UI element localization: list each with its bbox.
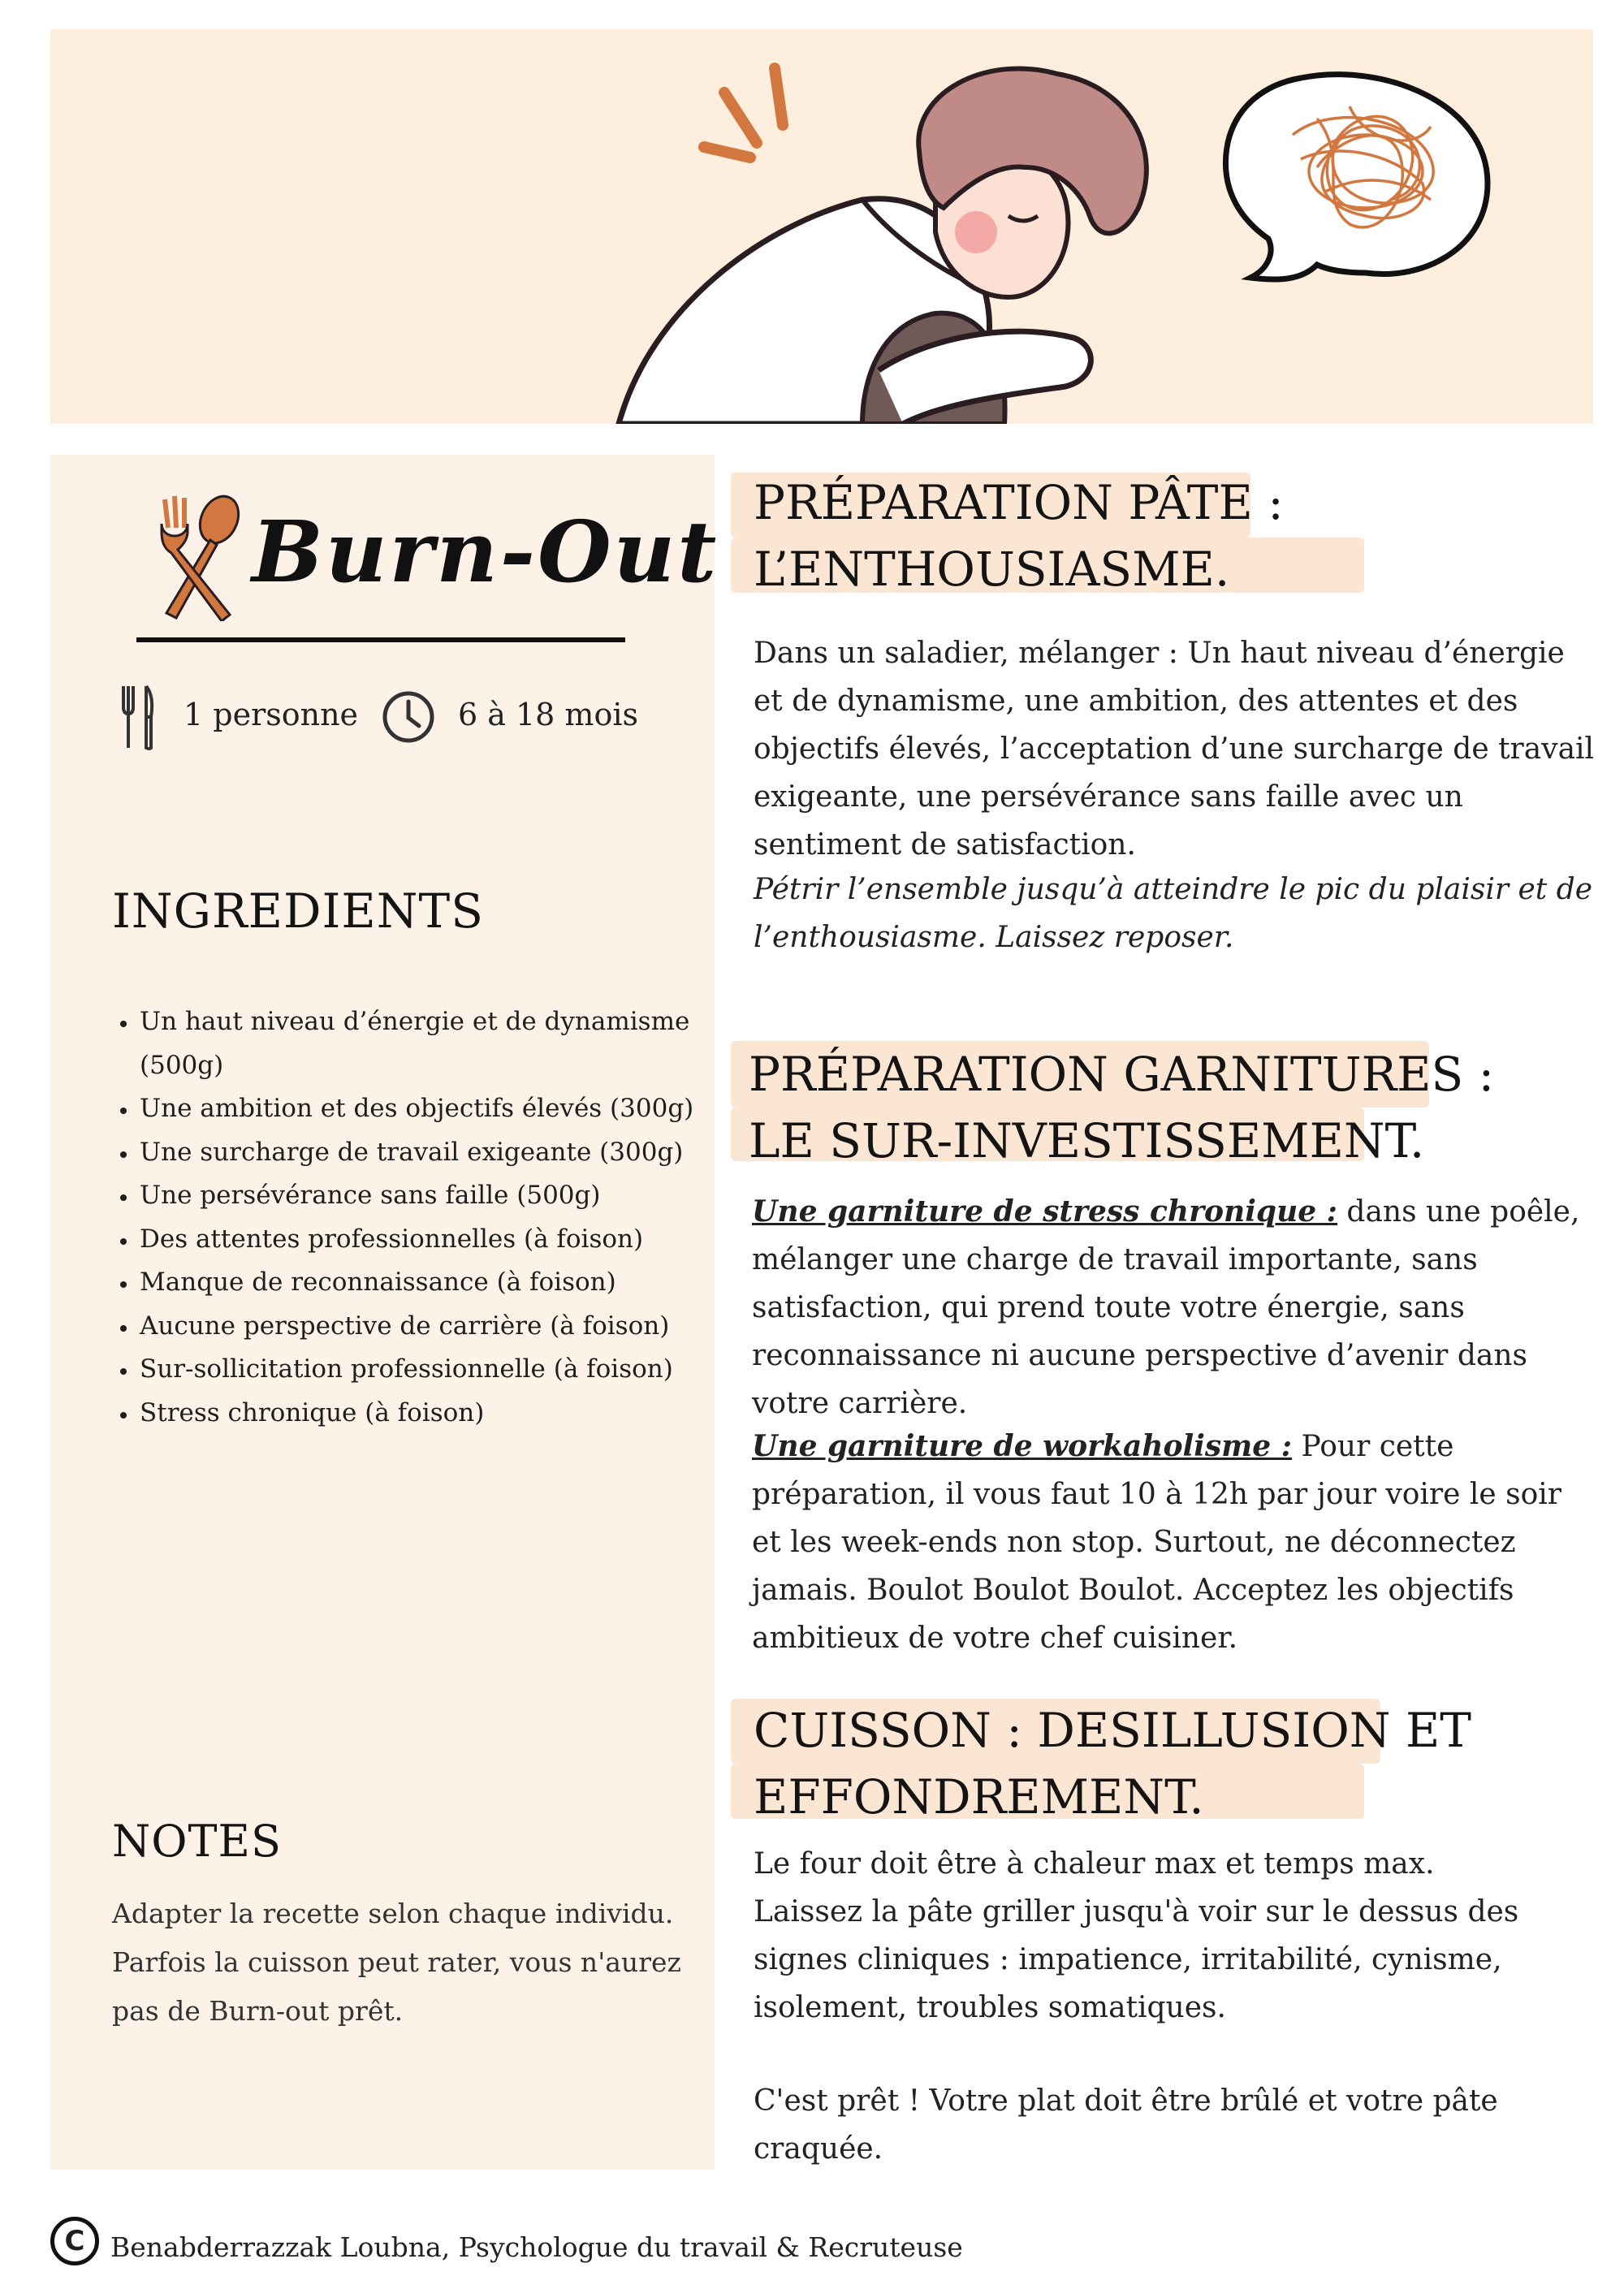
servings-label: 1 personne <box>184 697 359 732</box>
list-item: • Stress chronique (à foison) <box>138 1392 755 1436</box>
section-garnitures-stress: Une garniture de stress chronique : dans une poêle, mélanger une charge de travail importante, sans satisfaction, qui prend toute votre énergie, sans reconnaissance ni aucune perspective d’avenir dans votre carrière. <box>752 1194 1580 1420</box>
section-garnitures-work: Une garniture de workaholisme : Pour cette préparation, il vous faut 10 à 12h par jour voire le soir et les week-ends non stop. Surtout, ne déconnectez jamais. Boulot Boulot Boulot. Acceptez les objectifs ambitieux de votre chef cuisiner. <box>752 1429 1561 1655</box>
section-cuisson-heading: CUISSON : DESILLUSION ET EFFONDREMENT. <box>754 1703 1471 1825</box>
ingredients-list <box>89 1000 755 1435</box>
stress-marks-icon <box>704 68 783 158</box>
speech-bubble-icon <box>1225 75 1488 279</box>
footer-author: Benabderrazzak Loubna, Psychologue du travail & Recruteuse <box>110 2231 963 2263</box>
duration-label: 6 à 18 mois <box>458 697 638 732</box>
list-item: • Une surcharge de travail exigeante (300g) <box>138 1131 755 1175</box>
section-cuisson-body: Le four doit être à chaleur max et temps max. Laissez la pâte griller jusqu'à voir sur le dessus des signes cliniques : impatience, irritabilité, cynisme, isolement, troubles somatiques. <box>754 1847 1519 2024</box>
ingredients-heading: INGREDIENTS <box>112 883 484 939</box>
recipe-title: Burn-Out <box>252 502 719 602</box>
notes-line: Adapter la recette selon chaque individu. <box>112 1898 674 1929</box>
section-pate-italic: Pétrir l’ensemble jusqu’à atteindre le pic du plaisir et de l’enthousiasme. Laissez reposer. <box>754 873 1593 954</box>
list-item: • Sur-sollicitation professionnelle (à foison) <box>138 1348 755 1392</box>
notes-heading: NOTES <box>112 1816 282 1867</box>
notes-line: pas de Burn-out prêt. <box>112 1995 404 2027</box>
notes-text <box>112 1890 697 2036</box>
list-item: • Une ambition et des objectifs élevés (300g) <box>138 1087 755 1131</box>
list-item: • Aucune perspective de carrière (à foison) <box>138 1305 755 1349</box>
list-item: • Une persévérance sans faille (500g) <box>138 1174 755 1218</box>
copyright-icon: C <box>50 2217 99 2265</box>
section-pate-heading: PRÉPARATION PÂTE : L’ENTHOUSIASME. <box>754 475 1284 597</box>
section-pate-body: Dans un saladier, mélanger : Un haut niveau d’énergie et de dynamisme, une ambition, des attentes et des objectifs élevés, l’acceptation d’une surcharge de travail exigeante, une persévérance sans faille avec un sentiment de satisfaction. <box>754 637 1595 862</box>
tired-person-illustration <box>50 29 1593 424</box>
fork-spoon-icon <box>150 491 248 621</box>
section-cuisson-final: C'est prêt ! Votre plat doit être brûlé et votre pâte craquée. <box>754 2084 1498 2166</box>
cutlery-icon <box>119 685 156 751</box>
title-divider <box>136 637 625 642</box>
list-item: • Un haut niveau d’énergie et de dynamisme (500g) <box>138 1000 755 1087</box>
header-banner <box>50 29 1593 424</box>
notes-line: Parfois la cuisson peut rater, vous n'aurez <box>112 1946 681 1978</box>
clock-icon <box>382 690 435 744</box>
list-item: • Des attentes professionnelles (à foison) <box>138 1218 755 1262</box>
list-item: • Manque de reconnaissance (à foison) <box>138 1261 755 1305</box>
section-garnitures-heading: PRÉPARATION GARNITURES : LE SUR-INVESTISSEMENT. <box>749 1047 1495 1168</box>
